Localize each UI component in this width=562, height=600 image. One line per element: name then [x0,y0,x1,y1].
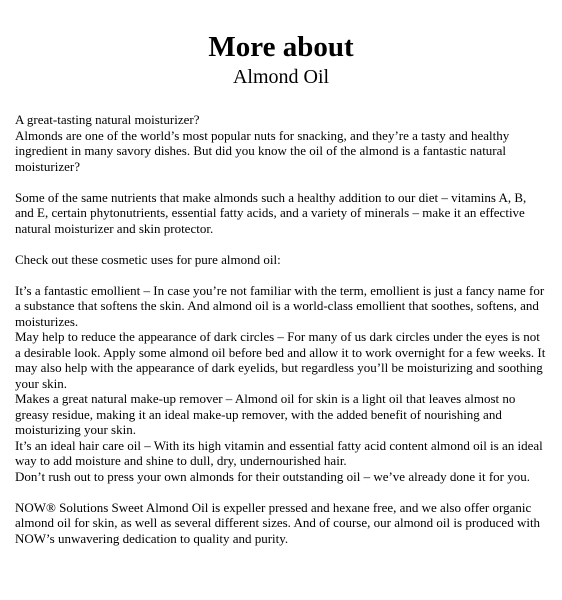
spacer [15,484,547,500]
use-item-pressed: Don’t rush out to press your own almonds for their outstanding oil – we’ve already done it for you. [15,468,530,484]
spacer [15,174,547,190]
spacer [15,236,547,252]
heading-block [15,0,547,89]
nutrients-paragraph: Some of the same nutrients that make almonds such a healthy addition to our diet – vitamins A, B, and E, certain phytonutrients, essential fatty acids, and a variety of minerals – make it an effective natural moisturizer and skin protector. [15,189,527,236]
use-item-hair-care: It’s an ideal hair care oil – With its high vitamin and essential fatty acid content almond oil is an ideal way to add moisture and shine to dull, dry, undernourished hair. [15,437,543,468]
page-subtitle: Almond Oil [232,66,330,88]
use-item-makeup-remover: Makes a great natural make-up remover – Almond oil for skin is a light oil that leaves almost no greasy residue, making it an ideal make-up remover, with the added benefit of nourishing and moisturizing your skin. [15,391,516,437]
use-item-emollient: It’s a fantastic emollient – In case you’re not familiar with the term, emollient is just a fancy name for a substance that softens the skin. And almond oil is a world-class emollient that soothes, softens, and moisturizes. [15,282,545,329]
closing-paragraph: NOW® Solutions Sweet Almond Oil is expeller pressed and hexane free, and we also offer organic almond oil for skin, as well as several different sizes. And of course, our almond oil is produced with NOW’s unwavering dedication to quality and purity. [15,499,541,546]
intro-lead: A great-tasting natural moisturizer? [15,112,200,127]
uses-intro: Check out these cosmetic uses for pure almond oil: [15,251,281,267]
spacer [15,267,547,283]
use-item-dark-circles: May help to reduce the appearance of dark circles – For many of us dark circles under the eyes is not a desirable look. Apply some almond oil before bed and allow it to work overnight for a few weeks. It may also help with the appearance of dark eyelids, but regardless you’ll be moisturizing and soothing your skin. [15,329,546,391]
article-body [15,112,547,546]
intro-paragraph: Almonds are one of the world’s most popular nuts for snacking, and they’re a tasty and healthy ingredient in many savory dishes. But did you know the oil of the almond is a fantastic natural moisturizer? [15,127,510,174]
page-title: More about [208,31,354,63]
